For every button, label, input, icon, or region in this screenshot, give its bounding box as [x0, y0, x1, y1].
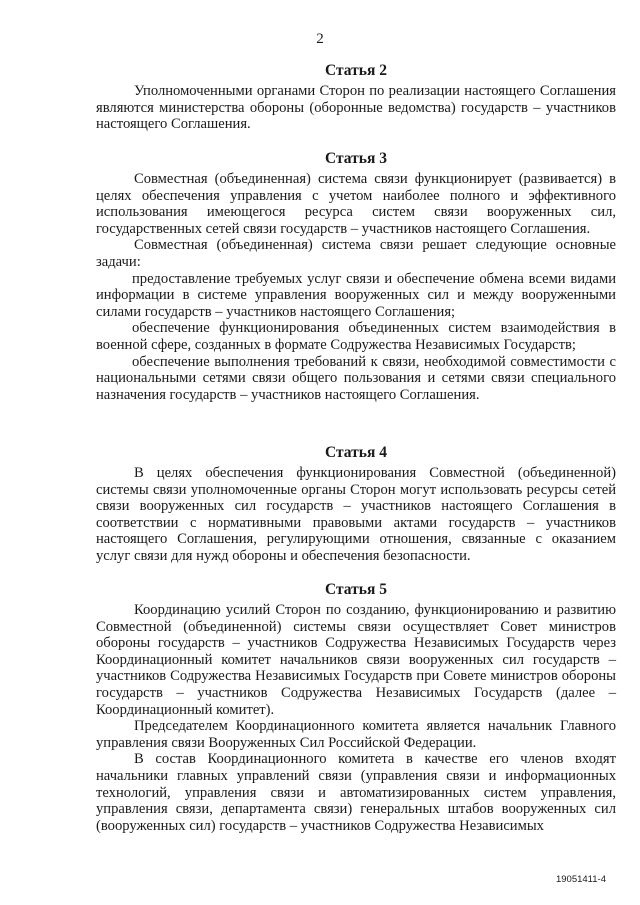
article-paragraph: В целях обеспечения функционирования Совместной (объединенной) системы связи уполномоченные органы Сторон могут использовать ресурсы сетей связи вооруженных сил государств – участников настоящего Соглашения в соответствии с нормативными правовыми актами государств – участников настоящего Соглашения, регулирующими отношения, связанные с оказанием услуг связи для нужд обороны и обеспечения безопасности.	[96, 465, 616, 564]
article-paragraph: Уполномоченными органами Сторон по реализации настоящего Соглашения являются министерства обороны (оборонные ведомства) государств – участников настоящего Соглашения.	[96, 83, 616, 133]
task-list-item: обеспечение функционирования объединенных систем взаимодействия в военной сфере, созданных в формате Содружества Независимых Государств;	[96, 320, 616, 353]
article-4	[96, 444, 616, 565]
article-paragraph: Совместная (объединенная) система связи решает следующие основные задачи:	[96, 237, 616, 270]
article-5	[96, 581, 616, 834]
article-heading: Статья 4	[325, 444, 387, 461]
document-code: 19051411-4	[555, 874, 606, 885]
article-heading: Статья 3	[325, 150, 387, 167]
page-number: 2	[316, 31, 324, 47]
task-list-item: обеспечение выполнения требований к связи, необходимой совместимости с национальными сетями связи общего пользования и сетями связи специального назначения государств – участников настоящего Соглашения.	[96, 353, 616, 403]
task-list-item: предоставление требуемых услуг связи и обеспечение обмена всеми видами информации в системе управления вооруженных сил и между вооруженными силами государств – участников настоящего Соглашения;	[96, 270, 616, 320]
article-heading: Статья 5	[325, 581, 387, 598]
article-paragraph: Председателем Координационного комитета является начальник Главного управления связи Вооруженных Сил Российской Федерации.	[96, 718, 616, 751]
article-paragraph: Координацию усилий Сторон по созданию, функционированию и развитию Совместной (объединенной) системы связи осуществляет Совет министров обороны государств – участников Содружества Независимых Государств через Координационный комитет начальников связи вооруженных сил государств – участников Содружества Независимых Государств при Совете министров обороны государств – участников Содружества Независимых Государств (далее – Координационный комитет).	[96, 602, 616, 718]
article-2	[96, 62, 616, 133]
article-paragraph: Совместная (объединенная) система связи функционирует (развивается) в целях обеспечения управления с учетом наиболее полного и эффективного использования имеющегося ресурса систем связи вооруженных сил, государственных сетей связи государств – участников настоящего Соглашения.	[96, 171, 616, 237]
article-heading: Статья 2	[325, 62, 387, 79]
article-3	[96, 150, 616, 403]
article-paragraph: В состав Координационного комитета в качестве его членов входят начальники главных управлений связи (управления связи и информационных технологий, управления связи и автоматизированных систем управления, управления связи, департамента связи) генеральных штабов вооруженных сил (вооруженных сил) государств – участников Содружества Независимых	[96, 751, 616, 834]
